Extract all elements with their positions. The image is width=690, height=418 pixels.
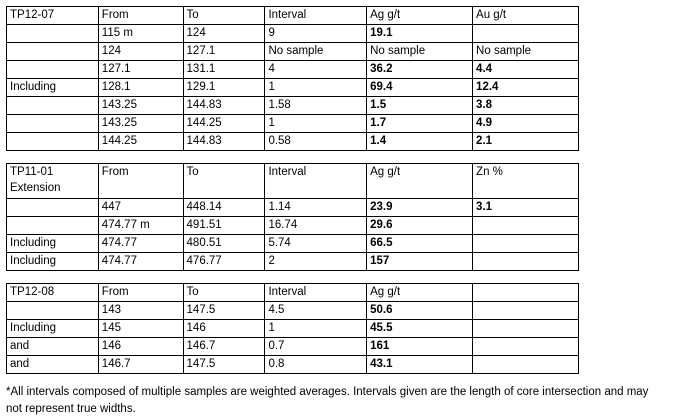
cell-from: 474.77 m — [98, 217, 183, 235]
cell-ag: 161 — [367, 338, 473, 356]
cell-label: and — [7, 356, 99, 374]
header-cell-hole-id: TP12-08 — [7, 284, 99, 302]
table-header-row — [7, 164, 579, 199]
cell-from: 474.77 — [98, 235, 183, 253]
cell-interval: 1.14 — [265, 199, 367, 217]
cell-from: 146.7 — [98, 356, 183, 374]
header-cell-empty — [473, 284, 579, 302]
header-cell-zn: Zn % — [473, 164, 579, 199]
header-cell-to: To — [183, 7, 265, 25]
table-header-row — [7, 284, 579, 302]
cell-interval: 1 — [265, 320, 367, 338]
cell-to: 146 — [183, 320, 265, 338]
cell-interval: 9 — [265, 25, 367, 43]
header-cell-from: From — [98, 284, 183, 302]
cell-label — [7, 133, 99, 151]
cell-label — [7, 25, 99, 43]
cell-interval: 16.74 — [265, 217, 367, 235]
table-header-row — [7, 7, 579, 25]
table-row — [7, 356, 579, 374]
table-row — [7, 133, 579, 151]
header-cell-hole-id: TP12-07 — [7, 7, 99, 25]
cell-label — [7, 43, 99, 61]
cell-label: Including — [7, 235, 99, 253]
table-row — [7, 302, 579, 320]
cell-ag: 23.9 — [367, 199, 473, 217]
table-row — [7, 320, 579, 338]
header-cell-hole-id: TP11-01 Extension — [7, 164, 99, 199]
cell-to: 144.25 — [183, 115, 265, 133]
cell-label — [7, 302, 99, 320]
cell-au: 2.1 — [473, 133, 579, 151]
cell-interval: 0.58 — [265, 133, 367, 151]
cell-to: 129.1 — [183, 79, 265, 97]
cell-zn — [473, 235, 579, 253]
header-cell-from: From — [98, 164, 183, 199]
table-row — [7, 25, 579, 43]
table-row — [7, 235, 579, 253]
cell-from: 474.77 — [98, 253, 183, 271]
header-cell-to: To — [183, 284, 265, 302]
cell-interval: 0.8 — [265, 356, 367, 374]
table-row — [7, 199, 579, 217]
header-cell-au: Au g/t — [473, 7, 579, 25]
cell-to: 147.5 — [183, 356, 265, 374]
cell-au: No sample — [473, 43, 579, 61]
cell-from: 143 — [98, 302, 183, 320]
cell-to: 144.83 — [183, 97, 265, 115]
table-row — [7, 217, 579, 235]
table-row — [7, 97, 579, 115]
header-cell-interval: Interval — [265, 7, 367, 25]
cell-interval: 1 — [265, 115, 367, 133]
cell-to: 476.77 — [183, 253, 265, 271]
table-row — [7, 43, 579, 61]
cell-label: and — [7, 338, 99, 356]
cell-ag: 43.1 — [367, 356, 473, 374]
cell-interval: No sample — [265, 43, 367, 61]
cell-ag: 19.1 — [367, 25, 473, 43]
footnote: *All intervals composed of multiple samples are weighted averages. Intervals given are the length of core intersection and may not represent true widths. — [6, 386, 649, 415]
cell-zn: 3.1 — [473, 199, 579, 217]
cell-interval: 0.7 — [265, 338, 367, 356]
cell-from: 128.1 — [98, 79, 183, 97]
cell-to: 491.51 — [183, 217, 265, 235]
cell-to: 144.83 — [183, 133, 265, 151]
cell-ag: 29.6 — [367, 217, 473, 235]
cell-interval: 1.58 — [265, 97, 367, 115]
table-row — [7, 253, 579, 271]
cell-ag: 1.7 — [367, 115, 473, 133]
table-row — [7, 115, 579, 133]
cell-empty — [473, 356, 579, 374]
cell-from: 124 — [98, 43, 183, 61]
cell-label — [7, 61, 99, 79]
header-cell-ag: Ag g/t — [367, 164, 473, 199]
header-cell-ag: Ag g/t — [367, 284, 473, 302]
cell-from: 143.25 — [98, 115, 183, 133]
cell-zn — [473, 253, 579, 271]
cell-ag: 66.5 — [367, 235, 473, 253]
cell-from: 143.25 — [98, 97, 183, 115]
header-cell-interval: Interval — [265, 284, 367, 302]
table-gap — [6, 271, 682, 283]
cell-interval: 2 — [265, 253, 367, 271]
cell-from: 144.25 — [98, 133, 183, 151]
cell-ag: 1.4 — [367, 133, 473, 151]
table-gap — [6, 151, 682, 163]
cell-ag: 69.4 — [367, 79, 473, 97]
cell-label — [7, 199, 99, 217]
cell-label — [7, 217, 99, 235]
cell-ag: 36.2 — [367, 61, 473, 79]
table-row — [7, 79, 579, 97]
table-row — [7, 61, 579, 79]
cell-from: 447 — [98, 199, 183, 217]
cell-au: 3.8 — [473, 97, 579, 115]
cell-ag: 50.6 — [367, 302, 473, 320]
cell-label — [7, 97, 99, 115]
cell-label: Including — [7, 253, 99, 271]
cell-from: 146 — [98, 338, 183, 356]
cell-interval: 4 — [265, 61, 367, 79]
cell-ag: No sample — [367, 43, 473, 61]
cell-empty — [473, 320, 579, 338]
cell-interval: 4.5 — [265, 302, 367, 320]
header-cell-from: From — [98, 7, 183, 25]
cell-to: 448.14 — [183, 199, 265, 217]
header-cell-to: To — [183, 164, 265, 199]
assay-table-tp11-01-extension — [6, 163, 579, 271]
cell-to: 127.1 — [183, 43, 265, 61]
cell-zn — [473, 217, 579, 235]
cell-label: Including — [7, 79, 99, 97]
cell-au: 4.4 — [473, 61, 579, 79]
header-cell-interval: Interval — [265, 164, 367, 199]
cell-interval: 5.74 — [265, 235, 367, 253]
cell-empty — [473, 302, 579, 320]
assay-table-tp12-07 — [6, 6, 579, 151]
cell-to: 146.7 — [183, 338, 265, 356]
cell-au: 12.4 — [473, 79, 579, 97]
cell-from: 115 m — [98, 25, 183, 43]
table-row — [7, 338, 579, 356]
cell-empty — [473, 338, 579, 356]
cell-ag: 157 — [367, 253, 473, 271]
cell-from: 145 — [98, 320, 183, 338]
cell-to: 131.1 — [183, 61, 265, 79]
cell-interval: 1 — [265, 79, 367, 97]
cell-to: 124 — [183, 25, 265, 43]
cell-label — [7, 115, 99, 133]
cell-au — [473, 25, 579, 43]
cell-label: Including — [7, 320, 99, 338]
cell-ag: 1.5 — [367, 97, 473, 115]
cell-from: 127.1 — [98, 61, 183, 79]
header-cell-ag: Ag g/t — [367, 7, 473, 25]
cell-to: 480.51 — [183, 235, 265, 253]
assay-table-tp12-08 — [6, 283, 579, 374]
cell-au: 4.9 — [473, 115, 579, 133]
cell-to: 147.5 — [183, 302, 265, 320]
cell-ag: 45.5 — [367, 320, 473, 338]
